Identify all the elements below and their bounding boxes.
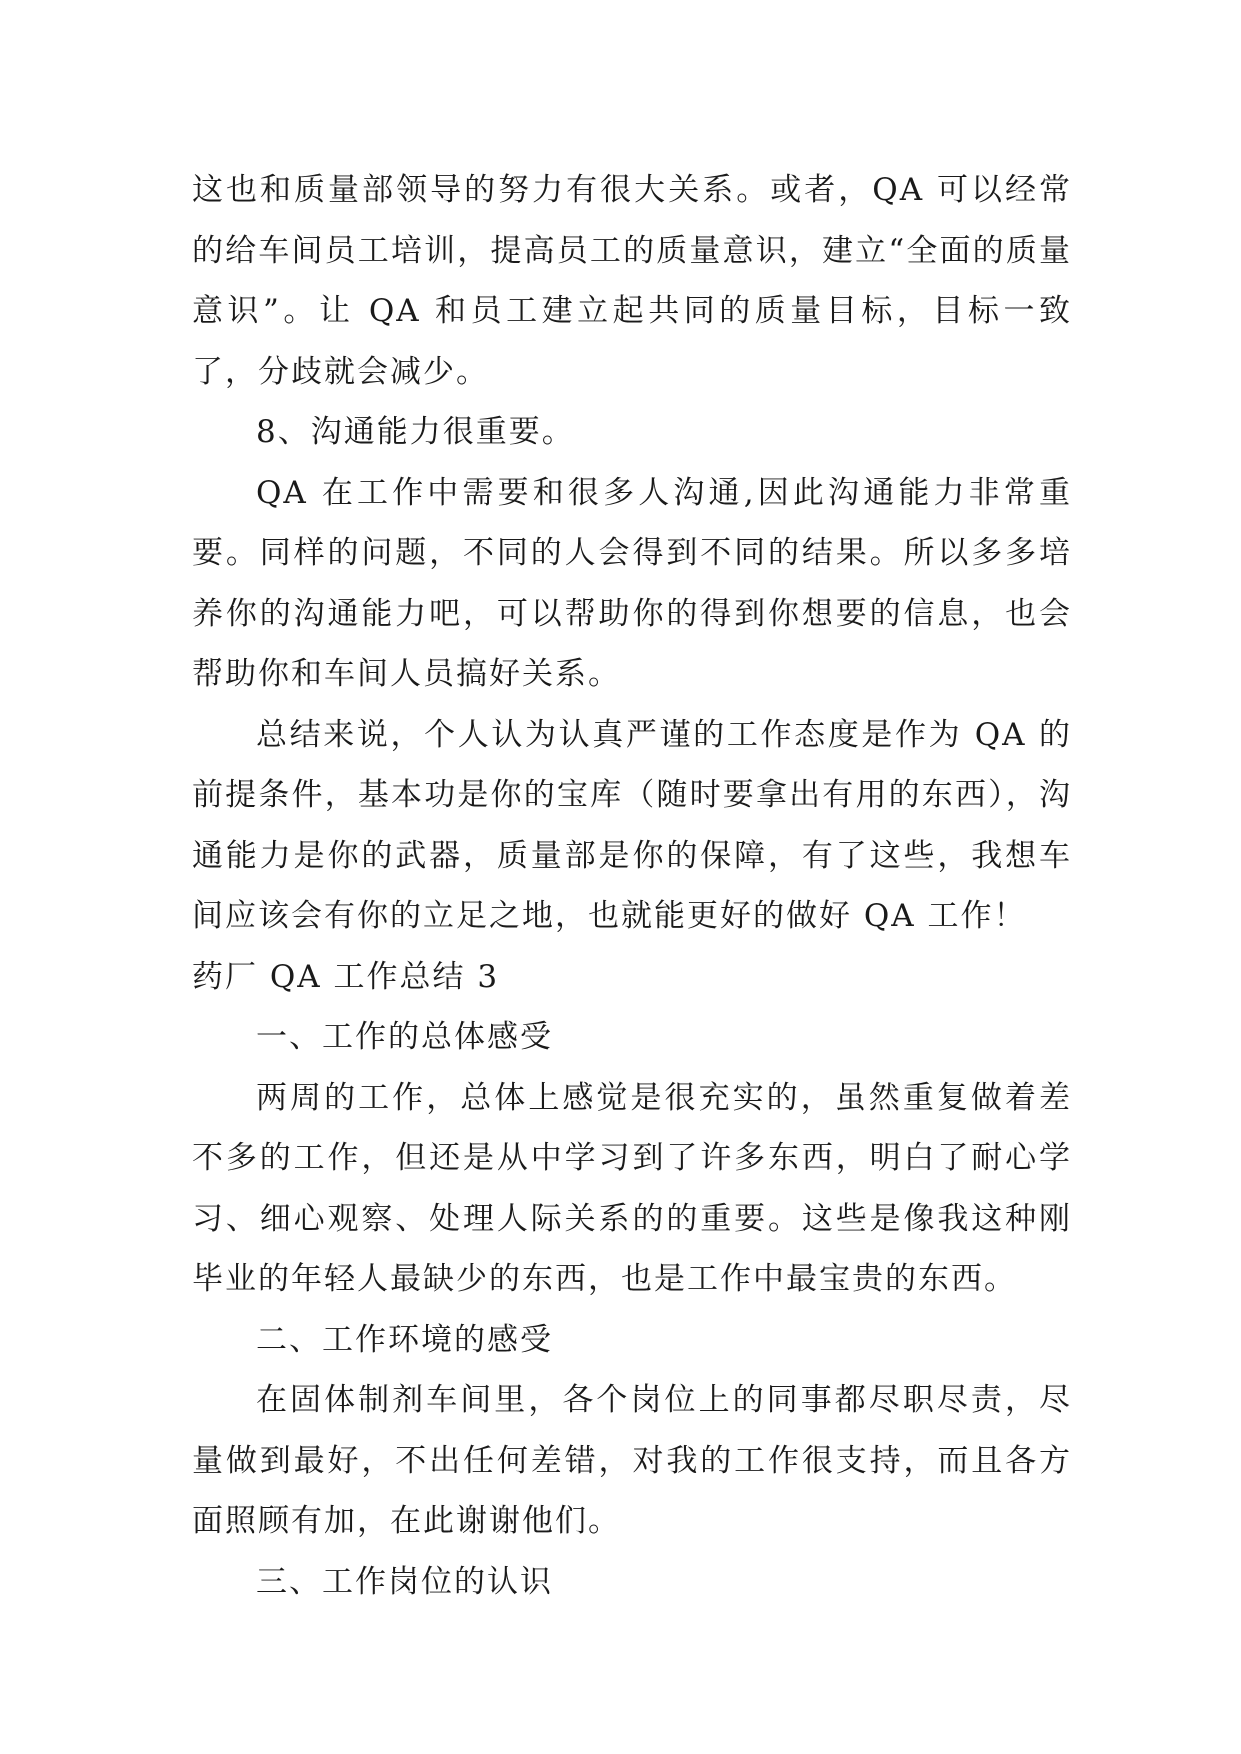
- subheading-overall-feeling: 一、工作的总体感受: [256, 1019, 553, 1055]
- document-body: [192, 160, 1072, 1612]
- paragraph-item-8-heading: 8、沟通能力很重要。: [256, 414, 575, 450]
- paragraph-summary: 总结来说，个人认为认真严谨的工作态度是作为 QA 的前提条件，基本功是你的宝库（随时要拿出有用的东西），沟通能力是你的武器，质量部是你的保障，有了这些，我想车间应该会有你的立足之地，也就能更好的做好 QA 工作！: [192, 716, 1072, 934]
- subheading-job-understanding: 三、工作岗位的认识: [256, 1563, 553, 1600]
- paragraph-overall-feeling: 两周的工作，总体上感觉是很充实的，虽然重复做着差不多的工作，但还是从中学习到了许多东西，明白了耐心学习、细心观察、处理人际关系的的重要。这些是像我这种刚毕业的年轻人最缺少的东西，也是工作中最宝贵的东西。: [192, 1079, 1072, 1297]
- paragraph-continuation: 这也和质量部领导的努力有很大关系。或者，QA 可以经常的给车间员工培训，提高员工的质量意识，建立“全面的质量意识”。让 QA 和员工建立起共同的质量目标，目标一致了，分歧就会减少。: [192, 172, 1072, 390]
- paragraph-work-environment: 在固体制剂车间里，各个岗位上的同事都尽职尽责，尽量做到最好，不出任何差错，对我的工作很支持，而且各方面照顾有加，在此谢谢他们。: [192, 1382, 1072, 1539]
- paragraph-communication: QA 在工作中需要和很多人沟通,因此沟通能力非常重要。同样的问题，不同的人会得到不同的结果。所以多多培养你的沟通能力吧，可以帮助你的得到你想要的信息，也会帮助你和车间人员搞好关系。: [192, 474, 1072, 692]
- subheading-work-environment: 二、工作环境的感受: [256, 1321, 553, 1358]
- section-title: 药厂 QA 工作总结 3: [192, 958, 500, 995]
